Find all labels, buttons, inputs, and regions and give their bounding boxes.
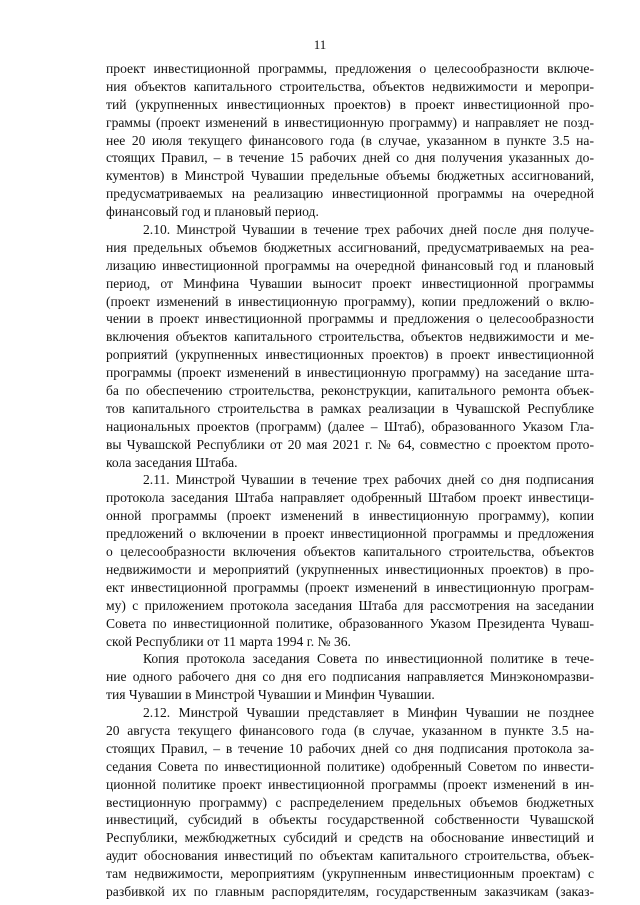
text-line: программы (проект изменений в инвестиционную программу) на заседание шта-	[106, 365, 594, 381]
text-line: 2.11. Минстрой Чувашии в течение трех рабочих дней со дня подписания	[143, 472, 594, 488]
text-line: ект инвестиционной программы (проект изменений в инвестиционную програм-	[106, 579, 594, 595]
text-line: Республики, межбюджетных субсидий и средств на обоснование инвестиций и	[106, 830, 594, 846]
paragraph	[106, 221, 594, 471]
text-line: стоящих Правил, – в течение 10 рабочих дней со дня подписания протокола за-	[106, 740, 594, 756]
text-line: 20 августа текущего финансового года (в случае, указанном в пункте 3.5 на-	[106, 722, 594, 738]
text-line: му) с приложением протокола заседания Штаба для рассмотрения на заседании	[106, 597, 594, 613]
text-line: разбивкой их по главным распорядителям, государственным заказчикам (заказ-	[106, 883, 594, 899]
text-line: нее 20 июля текущего финансового года (в случае, указанном в пункте 3.5 на-	[106, 132, 594, 148]
page-number: 11	[313, 37, 327, 52]
text-line: (проект изменений в инвестиционную программу), копии предложений о вклю-	[106, 293, 594, 309]
text-line: кола заседания Штаба.	[106, 454, 238, 470]
text-line: недвижимости и мероприятий (укрупненных инвестиционных проектов) в про-	[106, 561, 594, 577]
text-line: проект инвестиционной программы, предложения о целесообразности включе-	[106, 61, 594, 76]
text-line: граммы (проект изменений в инвестиционную программу) и направляет не позд-	[106, 114, 594, 130]
text-line: предусматриваемых на реализацию инвестиционной программы на очередной	[106, 186, 594, 202]
text-line: аудит обоснования инвестиций по объектам капитального строительства, объек-	[106, 848, 594, 864]
text-line: 2.10. Минстрой Чувашии в течение трех рабочих дней после дня получе-	[143, 222, 594, 238]
paragraph	[106, 650, 594, 704]
text-line: национальных проектов (программ) (далее – Штаб), образованного Указом Гла-	[106, 418, 594, 434]
paragraph	[106, 704, 594, 901]
text-line: ба по обеспечению строительства, реконструкции, капитального ремонта объек-	[106, 383, 594, 399]
text-line: седания Совета по инвестиционной политике) одобренный Советом по инвести-	[106, 758, 594, 774]
text-line: лизацию инвестиционной программы на очередной финансовый год и плановый	[106, 257, 594, 273]
text-line: предложений о включении в проект инвестиционной программы и предложения	[106, 526, 594, 542]
text-line: кументов) в Минстрой Чувашии предельные объемы бюджетных ассигнований,	[106, 168, 594, 184]
text-line: финансовый год и плановый период.	[106, 204, 319, 220]
document-body	[106, 60, 594, 901]
text-line: стоящих Правил, – в течение 15 рабочих дней со дня получения указанных до-	[106, 150, 594, 166]
text-line: вы Чувашской Республики от 20 мая 2021 г. № 64, совместно с проектом прото-	[106, 436, 594, 452]
text-line: Копия протокола заседания Совета по инвестиционной политике в тече-	[143, 651, 594, 667]
text-line: ние одного рабочего дня со дня его подписания направляется Минэкономразви-	[106, 669, 594, 685]
text-line: вестиционную программу) с распределением предельных объемов бюджетных	[106, 794, 594, 810]
text-line: там недвижимости, мероприятиям (укрупненным инвестиционным проектам) с	[106, 866, 594, 882]
text-line: 2.12. Минстрой Чувашии представляет в Минфин Чувашии не позднее	[143, 705, 594, 721]
text-line: протокола заседания Штаба направляет одобренный Штабом проект инвестици-	[106, 490, 594, 506]
text-line: ционной политике проект инвестиционной программы (проект изменений в ин-	[106, 776, 594, 792]
text-line: ния предельных объемов бюджетных ассигнований, предусматриваемых на реа-	[106, 239, 594, 255]
paragraph	[106, 471, 594, 650]
text-line: включения объектов капитального строительства, объектов недвижимости и ме-	[106, 329, 594, 345]
text-line: период, от Минфина Чувашии выносит проект инвестиционной программы	[106, 275, 594, 291]
text-line: онной программы (проект изменений в инвестиционную программу), копии	[106, 508, 594, 524]
text-line: тия Чувашии в Минстрой Чувашии и Минфин Чувашии.	[106, 687, 435, 703]
text-line: чении в проект инвестиционной программы и предложения о целесообразности	[106, 311, 594, 327]
text-line: тий (укрупненных инвестиционных проектов) в проект инвестиционной про-	[106, 96, 594, 112]
text-line: роприятий (укрупненных инвестиционных проектов) в проект инвестиционной	[106, 347, 594, 363]
text-line: тов капитального строительства в рамках реализации в Чувашской Республике	[106, 400, 594, 416]
paragraph	[106, 60, 594, 221]
text-line: о целесообразности включения объектов капитального строительства, объектов	[106, 544, 594, 560]
text-line: инвестиций, субсидий в объекты государственной собственности Чувашской	[106, 812, 594, 828]
text-line: ской Республики от 11 марта 1994 г. № 36.	[106, 633, 351, 649]
text-line: Совета по инвестиционной политике, образованного Указом Президента Чуваш-	[106, 615, 594, 631]
text-line: ния объектов капитального строительства, объектов недвижимости и меропри-	[106, 78, 594, 94]
